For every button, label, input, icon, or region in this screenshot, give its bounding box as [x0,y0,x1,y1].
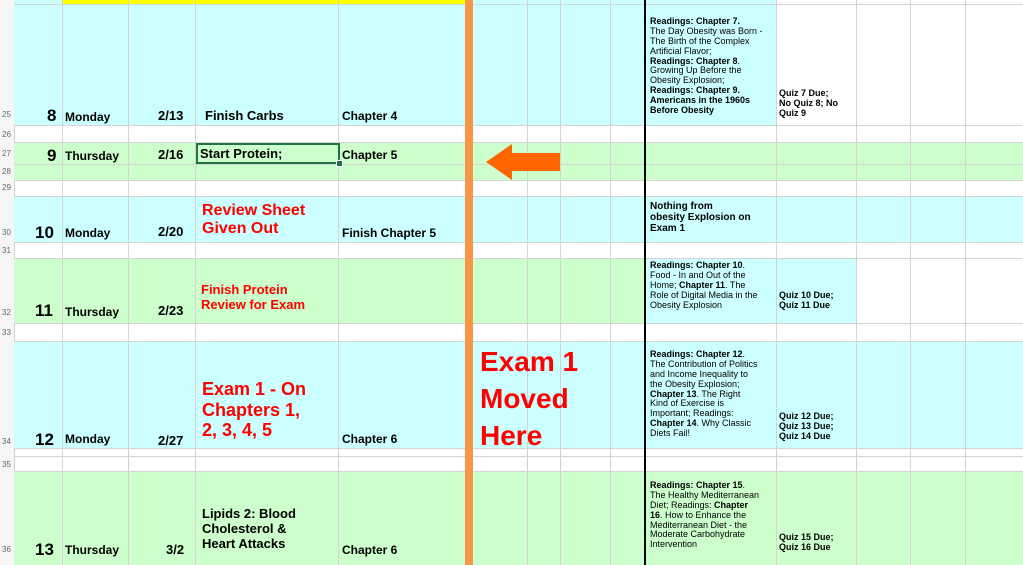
class-number: 12 [35,430,54,449]
class-day: Thursday [65,543,120,557]
orange-separator [465,0,473,565]
class-date: 2/13 [158,108,184,123]
row-number[interactable]: 29 [2,183,11,192]
class-date: 2/16 [158,147,184,162]
class-topic: Finish Carbs [205,108,284,123]
class-day: Monday [65,226,111,240]
class-number: 13 [35,540,54,559]
left-arrow-icon [484,140,562,184]
quiz-due-25: Quiz 7 Due; No Quiz 8; No Quiz 9 [779,88,838,118]
row-number[interactable]: 28 [2,167,11,176]
class-topic-red: Review Sheet Given Out [202,202,306,238]
class-number: 9 [47,146,57,165]
row-number[interactable]: 35 [2,460,11,469]
black-separator [644,0,646,565]
class-reading: Chapter 4 [342,109,398,123]
row-header-gutter [0,0,15,565]
class-reading: Finish Chapter 5 [342,226,437,240]
class-reading: Chapter 6 [342,543,398,557]
readings-notes-32: Readings: Chapter 10. Food - In and Out of the Home; Chapter 11. The Role of Digital Media in the Obesity Explosion [650,260,758,310]
class-number: 11 [35,301,53,320]
row-number[interactable]: 32 [2,308,11,317]
class-number: 10 [35,223,54,242]
class-day: Thursday [65,305,120,319]
class-date: 2/20 [158,224,184,239]
class-date: 2/27 [158,433,184,448]
class-topic-red: Exam 1 - On Chapters 1, 2, 3, 4, 5 [202,379,307,441]
class-topic[interactable]: Start Protein; [200,146,283,161]
row-number[interactable]: 31 [2,246,11,255]
readings-notes-25: Readings: Chapter 7. The Day Obesity was Born - The Birth of the Complex Artificial Flavor; Readings: Chapter 8. Growing Up Before the Obesity Explosion; Readings: Chapter 9. Americans in the 1960s Before Obesity [650,16,763,116]
class-day: Thursday [65,149,120,163]
row-number[interactable]: 27 [2,149,11,158]
quiz-due-36: Quiz 15 Due; Quiz 16 Due [779,532,834,552]
class-number: 8 [47,106,57,125]
class-date: 2/23 [158,303,184,318]
class-reading: Chapter 6 [342,432,398,446]
row-number[interactable]: 36 [2,545,11,554]
readings-notes-36: Readings: Chapter 15. The Healthy Mediterranean Diet; Readings: Chapter 16. How to Enhance the Mediterranean Diet - the Moderate Carbohydrate Intervention [650,480,760,550]
exam-moved-note: Exam 1 Moved Here [480,346,579,452]
class-date: 3/2 [166,542,185,557]
row-number[interactable]: 25 [2,110,11,119]
class-topic-red: Finish Protein Review for Exam [201,282,306,312]
exam-note-30: Nothing from obesity Explosion on Exam 1 [650,201,751,234]
row-number[interactable]: 34 [2,437,11,446]
row-number[interactable]: 26 [2,130,11,139]
row-25-fill [14,0,645,125]
class-day: Monday [65,110,111,124]
class-day: Monday [65,432,111,446]
readings-notes-34: Readings: Chapter 12. The Contribution of Politics and Income Inequality to the Obesity Explosion; Chapter 13. The Right Kind of Exercise is Important; Readings: Chapter 14. Why Classic Diets Fail! [650,349,758,439]
quiz-due-34: Quiz 12 Due; Quiz 13 Due; Quiz 14 Due [779,411,834,441]
row-number[interactable]: 33 [2,328,11,337]
class-reading: Chapter 5 [342,148,398,162]
class-topic: Lipids 2: Blood Cholesterol & Heart Attacks [202,506,296,551]
row-number[interactable]: 30 [2,228,11,237]
quiz-due-32: Quiz 10 Due; Quiz 11 Due [779,290,834,310]
